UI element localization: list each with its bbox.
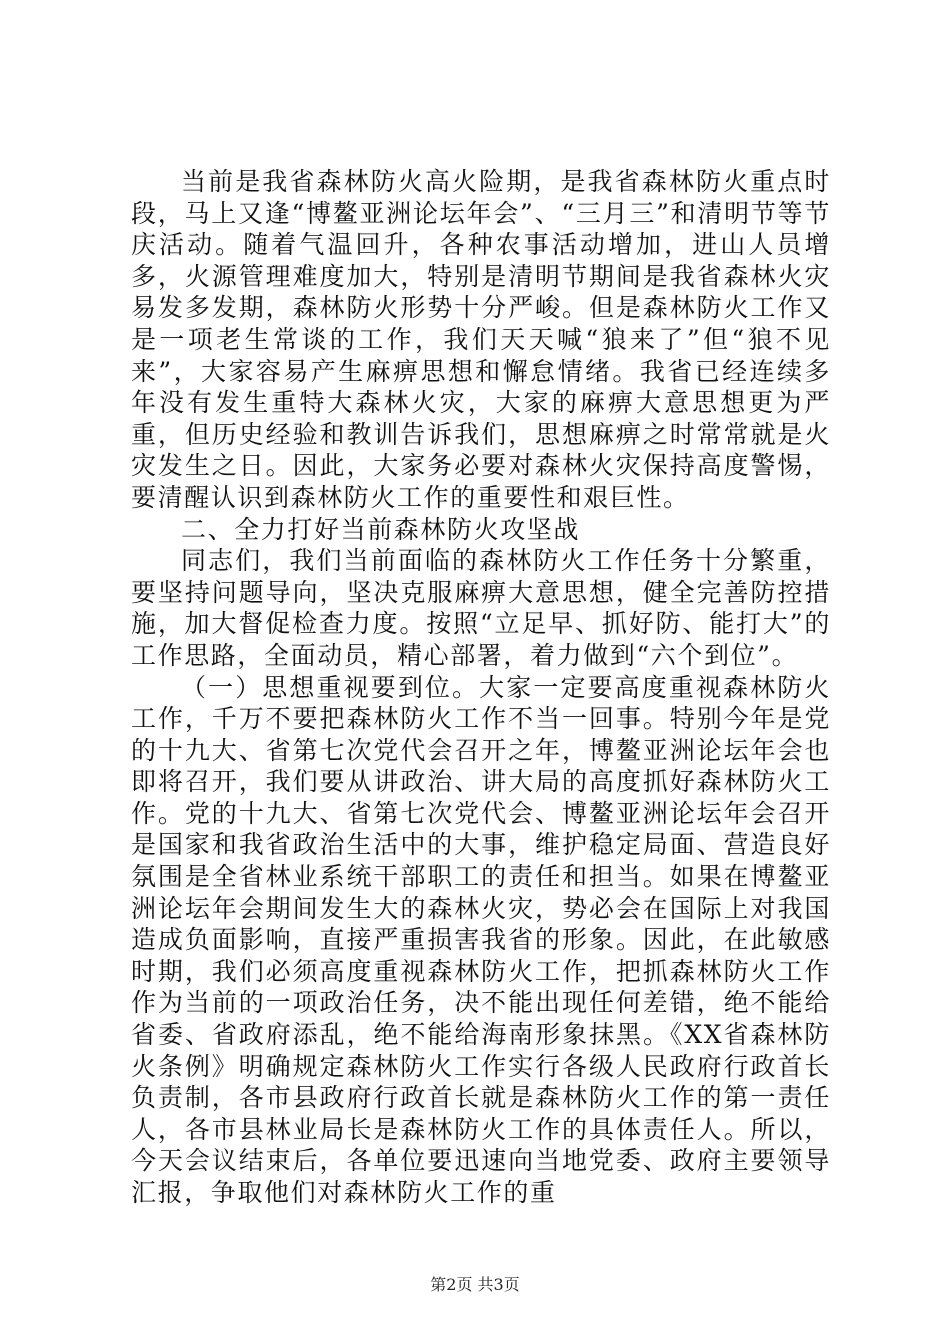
document-body: [131, 166, 831, 1209]
paragraph-ideological-attention: （一）思想重视要到位。大家一定要高度重视森林防火工作，千万不要把森林防火工作不当一回事。特别今年是党的十九大、省第七次党代会召开之年，博鳌亚洲论坛年会也即将召开，我们要从讲政治、讲大局的高度抓好森林防火工作。党的十九大、省第七次党代会、博鳌亚洲论坛年会召开是国家和我省政治生活中的大事，维护稳定局面、营造良好氛围是全省林业系统干部职工的责任和担当。如果在博鳌亚洲论坛年会期间发生大的森林火灾，势必会在国际上对我国造成负面影响，直接严重损害我省的形象。因此，在此敏感时期，我们必须高度重视森林防火工作，把抓森林防火工作作为当前的一项政治任务，决不能出现任何差错，绝不能给省委、省政府添乱，绝不能给海南形象抹黑。《XX省森林防火条例》明确规定森林防火工作实行各级人民政府行政首长负责制，各市县政府行政首长就是森林防火工作的第一责任人，各市县林业局长是森林防火工作的具体责任人。所以，今天会议结束后，各单位要迅速向当地党委、政府主要领导汇报，争取他们对森林防火工作的重: [131, 672, 831, 1207]
paragraph-comrades: 同志们，我们当前面临的森林防火工作任务十分繁重，要坚持问题导向，坚决克服麻痹大意思想，健全完善防控措施，加大督促检查力度。按照“立足早、抓好防、能打大”的工作思路，全面动员，精心部署，着力做到“六个到位”。: [131, 546, 831, 670]
section-heading: 二、全力打好当前森林防火攻坚战: [181, 514, 581, 544]
page-number-indicator: 第2页 共3页: [430, 1275, 520, 1294]
page-footer: [0, 1275, 950, 1295]
paragraph-situation: 当前是我省森林防火高火险期，是我省森林防火重点时段，马上又逢“博鳌亚洲论坛年会”、“三月三”和清明节等节庆活动。随着气温回升，各种农事活动增加，进山人员增多，火源管理难度加大，特别是清明节期间是我省森林火灾易发多发期，森林防火形势十分严峻。但是森林防火工作又是一项老生常谈的工作，我们天天喊“狼来了”但“狼不见来”，大家容易产生麻痹思想和懈怠情绪。我省已经连续多年没有发生重特大森林火灾，大家的麻痹大意思想更为严重，但历史经验和教训告诉我们，思想麻痹之时常常就是火灾发生之日。因此，大家务必要对森林火灾保持高度警惕，要清醒认识到森林防火工作的重要性和艰巨性。: [131, 167, 831, 512]
